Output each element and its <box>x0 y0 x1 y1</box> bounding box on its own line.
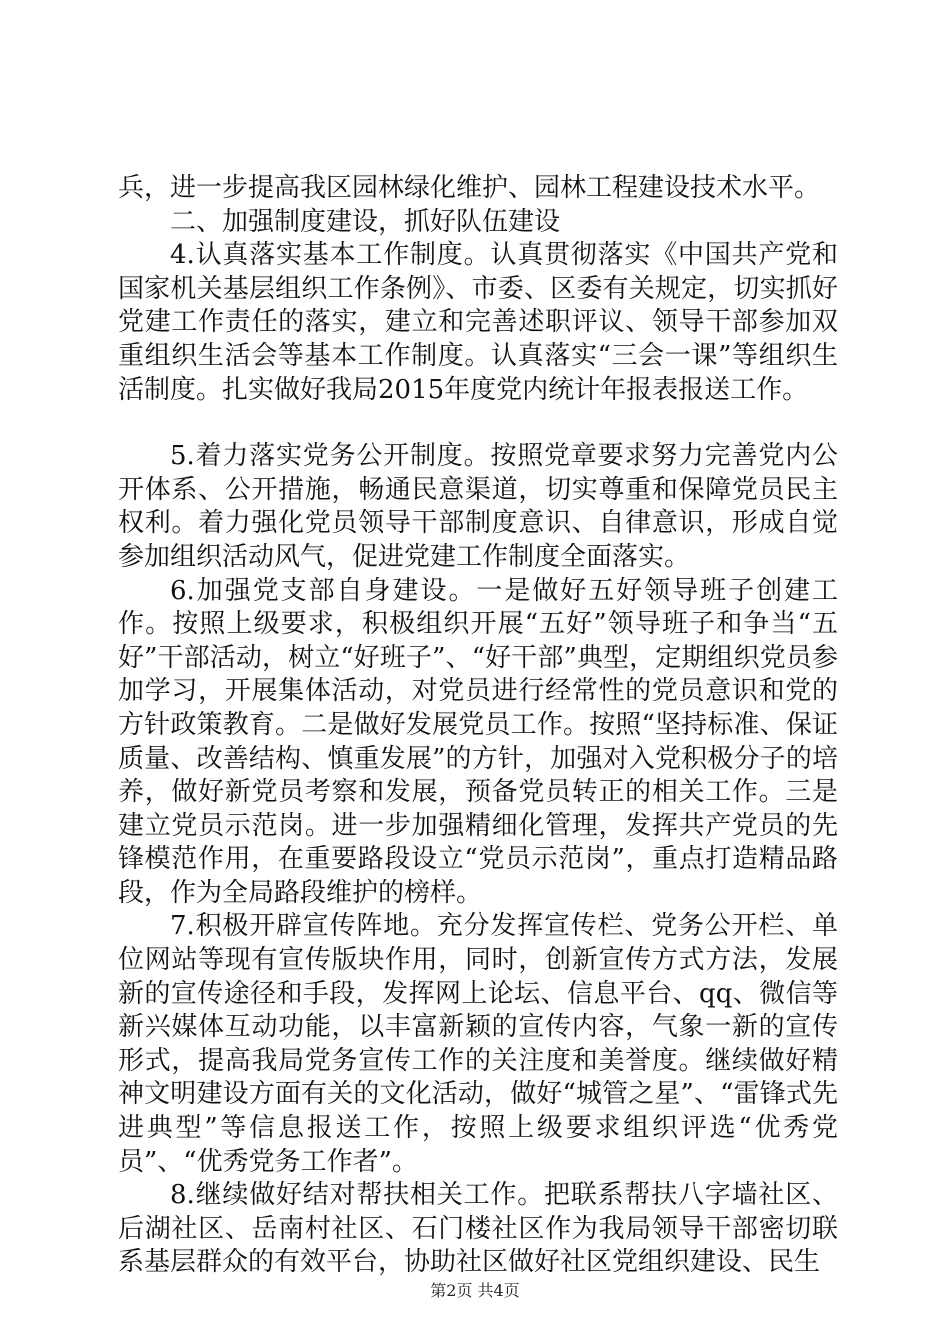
document-body <box>118 172 838 1280</box>
paragraph-item-8: 8.继续做好结对帮扶相关工作。把联系帮扶八字墙社区、后湖社区、岳南村社区、石门楼社区作为我局领导干部密切联系基层群众的有效平台，协助社区做好社区党组织建设、民生 <box>118 1180 838 1278</box>
section-heading: 二、加强制度建设，抓好队伍建设 <box>170 206 561 237</box>
paragraph-item-6: 6.加强党支部自身建设。一是做好五好领导班子创建工作。按照上级要求，积极组织开展“五好”领导班子和争当“五好”干部活动，树立“好班子”、“好干部”典型，定期组织党员参加学习，开展集体活动，对党员进行经常性的党员意识和党的方针政策教育。二是做好发展党员工作。按照“坚持标准、保证质量、改善结构、慎重发展”的方针，加强对入党积极分子的培养，做好新党员考察和发展，预备党员转正的相关工作。三是建立党员示范岗。进一步加强精细化管理，发挥共产党员的先锋模范作用，在重要路段设立“党员示范岗”，重点打造精品路段，作为全局路段维护的榜样。 <box>118 575 838 908</box>
paragraph-continuation: 兵，进一步提高我区园林绿化维护、园林工程建设技术水平。 <box>118 173 821 203</box>
paragraph-item-7: 7.积极开辟宣传阵地。充分发挥宣传栏、党务公开栏、单位网站等现有宣传版块作用，同时，创新宣传方式方法，发展新的宣传途径和手段，发挥网上论坛、信息平台、qq、微信等新兴媒体互动功能，以丰富新颖的宣传内容，气象一新的宣传形式，提高我局党务宣传工作的关注度和美誉度。继续做好精神文明建设方面有关的文化活动，做好“城管之星”、“雷锋式先进典型”等信息报送工作，按照上级要求组织评选“优秀党员”、“优秀党务工作者”。 <box>118 911 838 1177</box>
paragraph-item-5: 5.着力落实党务公开制度。按照党章要求努力完善党内公开体系、公开措施，畅通民意渠道，切实尊重和保障党员民主权利。着力强化党员领导干部制度意识、自律意识，形成自觉参加组织活动风气，促进党建工作制度全面落实。 <box>118 441 838 572</box>
paragraph-spacer <box>118 407 838 440</box>
paragraph-item-4: 4.认真落实基本工作制度。认真贯彻落实《中国共产党和国家机关基层组织工作条例》、市委、区委有关规定，切实抓好党建工作责任的落实，建立和完善述职评议、领导干部参加双重组织生活会等基本工作制度。认真落实“三会一课”等组织生活制度。扎实做好我局2015年度党内统计年报表报送工作。 <box>118 240 838 405</box>
page-footer: 第2页 共4页 <box>430 1281 520 1300</box>
